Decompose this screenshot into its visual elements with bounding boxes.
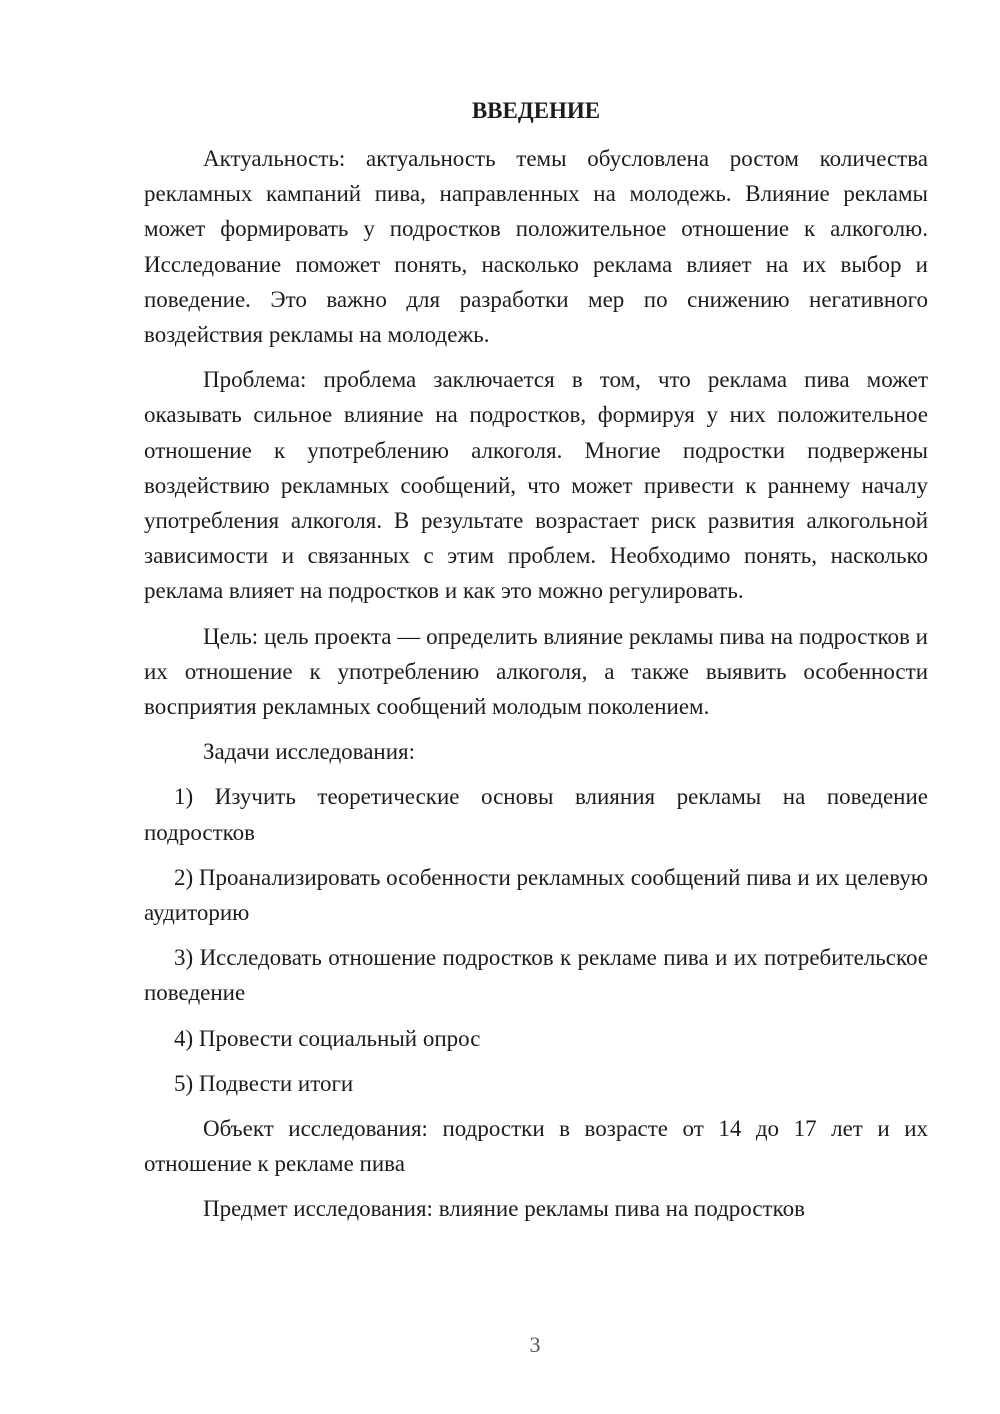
task-item-1: 1) Изучить теоретические основы влияния рекламы на поведение подростков [144,784,928,845]
page-number: 3 [529,1332,541,1357]
task-item-2: 2) Проанализировать особенности рекламных сообщений пива и их целевую аудиторию [144,864,928,926]
page-content [144,95,928,1237]
task-item-4: 4) Провести социальный опрос [174,1025,481,1051]
task-item-5: 5) Подвести итоги [174,1070,354,1096]
task-item-3: 3) Исследовать отношение подростков к рекламе пива и их потребительское поведение [144,945,928,1006]
paragraph-subject: Предмет исследования: влияние рекламы пива на подростков [203,1196,805,1222]
paragraph-relevance: Актуальность: актуальность темы обусловлена ростом количества рекламных кампаний пива, направленных на молодежь. Влияние рекламы может формировать у подростков положительное отношение к алкоголю. Исследование поможет понять, насколько реклама влияет на их выбор и поведение. Это важно для разработки мер по снижению негативного воздействия рекламы на молодежь. [144,146,928,348]
paragraph-goal: Цель: цель проекта — определить влияние рекламы пива на подростков и их отношение к употреблению алкоголя, а также выявить особенности восприятия рекламных сообщений молодым поколением. [144,623,928,720]
paragraph-object: Объект исследования: подростки в возрасте от 14 до 17 лет и их отношение к рекламе пива [144,1116,928,1177]
paragraph-problem: Проблема: проблема заключается в том, что реклама пива может оказывать сильное влияние на подростков, формируя у них положительное отношение к употреблению алкоголя. Многие подростки подвержены воздействию рекламных сообщений, что может привести к раннему началу употребления алкоголя. В результате возрастает риск развития алкогольной зависимости и связанных с этим проблем. Необходимо понять, насколько реклама влияет на подростков и как это можно регулировать. [144,367,928,604]
tasks-heading: Задачи исследования: [203,739,416,765]
page-title: ВВЕДЕНИЕ [471,98,601,123]
